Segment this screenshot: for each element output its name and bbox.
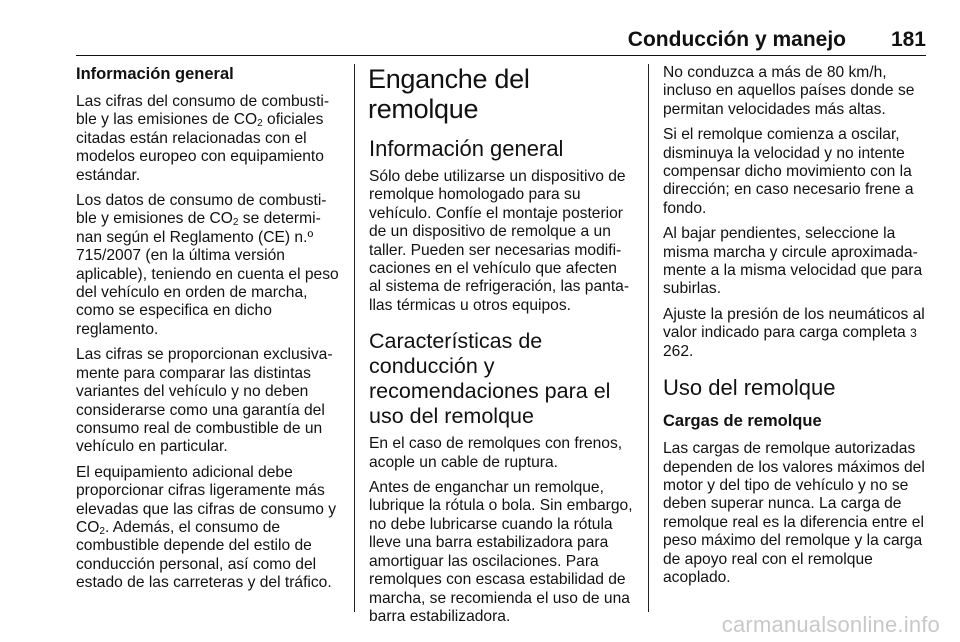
paragraph: Los datos de consumo de combusti-ble y emisiones de $CO_2$ se determi-nan según el Reglamento (CE) n.º 715/2007 (en la última versión aplicable), teniendo en cuenta el peso del vehículo en orden de marcha, como se especifica en dicho reglamento.	[76, 192, 339, 338]
page-reference-arrow-icon: 3	[910, 326, 917, 341]
subsection-title-caracteristicas: Características de conducción y recomendaciones para el uso del remolque	[369, 329, 611, 429]
page-number: 181	[890, 28, 926, 51]
subsection-title-informacion: Información general	[369, 136, 564, 161]
paragraph: Si el remolque comienza a oscilar, disminuya la velocidad y no intente compensar dicho movimiento con la dirección; en caso necesario frene a fondo.	[663, 126, 914, 217]
paragraph: Las cifras se proporcionan exclusiva-mente para comparar las distintas variantes del vehículo y no deben considerarse como una garantía del consumo real de combustible de un vehículo en particular.	[76, 346, 333, 456]
column-3	[663, 64, 929, 594]
running-header-title: Conducción y manejo	[627, 28, 846, 51]
page-reference-link[interactable]: 262.	[663, 342, 694, 360]
watermark-text: carmanualsonline.info	[721, 612, 940, 637]
column-1	[76, 64, 342, 600]
paragraph: Las cargas de remolque autorizadas dependen de los valores máximos del motor y del tipo de vehículo y no se deben superar nunca. La carga de remolque real es la diferencia entre el peso máximo del remolque y la carga de apoyo real con el remolque acoplado.	[663, 440, 925, 586]
chapter-title-enganche: Enganche del remolque	[368, 64, 530, 124]
paragraph: En el caso de remolques con frenos, acople un cable de ruptura.	[369, 435, 623, 471]
paragraph: No conduzca a más de 80 km/h, incluso en aquellos países donde se permitan velocidades más altas.	[663, 64, 915, 118]
column-divider-1	[354, 64, 355, 612]
subsection-title-cargas: Cargas de remolque	[663, 412, 822, 431]
paragraph: Sólo debe utilizarse un dispositivo de remolque homologado para su vehículo. Confíe el montaje posterior de un dispositivo de remolque a un taller. Pueden ser necesarias modifi-caciones en el vehículo que afecten al sistema de refrigeración, las panta-llas térmicas u otros equipos.	[369, 168, 630, 314]
paragraph: El equipamiento adicional debe proporcionar cifras ligeramente más elevadas que las cifras de consumo y $CO_2$. Además, el consumo de combustible depende del estilo de conducción personal, así como del estado de las carreteras y del tráfico.	[76, 463, 337, 592]
header-divider	[76, 55, 926, 56]
paragraph: Ajuste la presión de los neumáticos al valor indicado para carga completa 3 262.	[663, 305, 925, 360]
paragraph: Antes de enganchar un remolque, lubrique la rótula o bola. Sin embargo, no debe lubricarse cuando la rótula lleve una barra estabilizadora para amortiguar las oscilaciones. Para remolques con escasa estabilidad de marcha, se recomienda el uso de una barra estabilizadora.	[369, 479, 633, 625]
paragraph: Las cifras del consumo de combusti-ble y las emisiones de $CO_2$ oficiales citadas están relacionadas con el modelos europeo con equipamiento estándar.	[76, 93, 330, 184]
section-heading-informacion-general: Información general	[76, 65, 234, 83]
paragraph: Al bajar pendientes, seleccione la misma marcha y circule aproximada-mente a la misma velocidad que para subirlas.	[663, 225, 923, 298]
column-divider-2	[648, 64, 649, 612]
section-title-uso-remolque: Uso del remolque	[663, 375, 836, 401]
column-2	[369, 64, 633, 633]
